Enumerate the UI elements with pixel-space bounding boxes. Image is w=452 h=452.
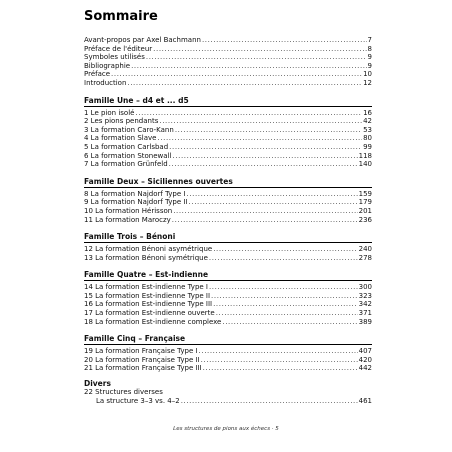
toc-entry[interactable]: [84, 309, 372, 318]
family-section: [84, 270, 372, 326]
toc-entry-page: 240: [358, 245, 372, 254]
toc-entry[interactable]: [84, 397, 372, 406]
toc-entry-page: 140: [358, 160, 372, 169]
toc-entry[interactable]: [84, 36, 372, 45]
toc-entry[interactable]: [84, 283, 372, 292]
section-heading: Famille Trois – Bénoni: [84, 232, 372, 243]
leader-dots: [201, 356, 358, 365]
leader-dots: [211, 292, 358, 301]
toc-entry-label: 14 La formation Est-indienne Type I: [84, 283, 208, 292]
toc-entry-label: 1 Le pion isolé: [84, 108, 135, 117]
leader-dots: [202, 36, 367, 45]
toc-entry-page: 8: [367, 44, 372, 53]
leader-dots: [159, 117, 362, 126]
leader-dots: [199, 347, 358, 356]
toc-subheading: 22 Structures diverses: [84, 388, 163, 397]
toc-entry-label: 10 La formation Hérisson: [84, 206, 173, 215]
toc-entry-page: 7: [367, 36, 372, 44]
leader-dots: [135, 109, 362, 118]
toc-entry-page: 16: [363, 108, 372, 117]
toc-entry-page: 80: [363, 134, 372, 143]
toc-entry-page: 323: [358, 291, 372, 300]
toc-entry-label: La structure 3–3 vs. 4–2: [96, 396, 180, 405]
toc-entry-page: 159: [358, 189, 372, 198]
section-heading: Famille Quatre – Est-indienne: [84, 270, 372, 281]
toc-entry-label: Symboles utilisés: [84, 53, 145, 62]
toc-entry[interactable]: [84, 254, 372, 263]
toc-entry[interactable]: [84, 62, 372, 71]
toc-entry[interactable]: [84, 198, 372, 207]
front-matter-section: [84, 36, 372, 88]
toc-entry-label: 17 La formation Est-indienne ouverte: [84, 309, 215, 318]
leader-dots: [153, 45, 366, 54]
leader-dots: [186, 190, 357, 199]
toc-entry-page: 407: [358, 347, 372, 356]
leader-dots: [213, 245, 357, 254]
toc-entry[interactable]: [84, 152, 372, 161]
toc-entry-page: 42: [363, 117, 372, 126]
toc-entry-label: 2 Les pions pendants: [84, 117, 159, 126]
toc-entry-page: 442: [358, 364, 372, 373]
section-heading: Famille Deux – Siciliennes ouvertes: [84, 177, 372, 188]
toc-entry-label: Avant-propos par Axel Bachmann: [84, 36, 201, 44]
leader-dots: [169, 160, 358, 169]
toc-entry-page: 53: [363, 125, 372, 134]
leader-dots: [209, 283, 358, 292]
leader-dots: [222, 318, 357, 327]
toc-entry[interactable]: [84, 53, 372, 62]
family-section: [84, 334, 372, 373]
leader-dots: [213, 300, 358, 309]
leader-dots: [203, 364, 358, 373]
toc-entry-label: 9 La formation Najdorf Type II: [84, 198, 188, 207]
toc-entry-label: 21 La formation Française Type III: [84, 364, 202, 373]
toc-entry[interactable]: [84, 160, 372, 169]
toc-entry-label: 12 La formation Bénoni asymétrique: [84, 245, 213, 254]
family-section: [84, 232, 372, 262]
leader-dots: [111, 70, 362, 79]
toc-entry[interactable]: [84, 109, 372, 118]
toc-entry[interactable]: [84, 143, 372, 152]
leader-dots: [173, 207, 357, 216]
page-title: Sommaire: [84, 9, 158, 24]
leader-dots: [209, 254, 358, 263]
toc-entry-page: 201: [358, 206, 372, 215]
page-footer: Les structures de pions aux échecs · 5: [173, 426, 279, 432]
toc-entry-label: Introduction: [84, 78, 127, 87]
toc-entry-page: 9: [367, 61, 372, 70]
leader-dots: [175, 126, 362, 135]
toc-entry-label: 4 La formation Slave: [84, 134, 157, 143]
toc-entry[interactable]: [84, 117, 372, 126]
toc-entry-label: 18 La formation Est-indienne complexe: [84, 317, 222, 326]
toc-entry-label: 3 La formation Caro-Kann: [84, 125, 174, 134]
toc-entry[interactable]: [84, 70, 372, 79]
section-heading: Famille Une – d4 et ... d5: [84, 96, 372, 107]
leader-dots: [169, 143, 362, 152]
leader-dots: [181, 397, 358, 406]
toc-entry[interactable]: [84, 45, 372, 54]
toc-entry-page: 420: [358, 355, 372, 364]
toc-entry[interactable]: [84, 126, 372, 135]
toc-entry[interactable]: [84, 190, 372, 199]
leader-dots: [146, 53, 367, 62]
toc-entry-label: Préface de l'éditeur: [84, 44, 153, 53]
toc-entry-label: Préface: [84, 70, 111, 79]
toc-entry-label: Bibliographie: [84, 61, 131, 70]
toc-entry[interactable]: [84, 300, 372, 309]
toc-entry-label: 20 La formation Française Type II: [84, 355, 200, 364]
leader-dots: [127, 79, 362, 88]
toc-entry-page: 179: [358, 198, 372, 207]
toc-entry[interactable]: [84, 292, 372, 301]
leader-dots: [157, 134, 362, 143]
section-heading: Divers: [84, 379, 111, 389]
leader-dots: [131, 62, 366, 71]
toc-entry-page: 461: [358, 396, 372, 405]
leader-dots: [172, 216, 358, 225]
toc-entry-label: 16 La formation Est-indienne Type III: [84, 300, 213, 309]
toc-entry-page: 10: [363, 70, 372, 79]
toc-entry-page: 12: [363, 78, 372, 87]
toc-entry-label: 6 La formation Stonewall: [84, 151, 172, 160]
leader-dots: [189, 198, 358, 207]
toc-entry[interactable]: [84, 356, 372, 365]
toc-entry-page: 342: [358, 300, 372, 309]
toc-entry-label: 11 La formation Maroczy: [84, 215, 171, 224]
toc-entry[interactable]: [84, 347, 372, 356]
toc-entry-page: 9: [367, 53, 372, 62]
toc-entry[interactable]: [84, 318, 372, 327]
toc-entry-label: 8 La formation Najdorf Type I: [84, 189, 186, 198]
toc-entry-page: 236: [358, 215, 372, 224]
toc-entry[interactable]: [84, 134, 372, 143]
toc-entry-label: 19 La formation Française Type I: [84, 347, 198, 356]
section-heading: Famille Cinq – Française: [84, 334, 372, 345]
toc-entry[interactable]: [84, 207, 372, 216]
toc-entry-label: 13 La formation Bénoni symétrique: [84, 253, 208, 262]
toc-entry-label: 5 La formation Carlsbad: [84, 142, 169, 151]
toc-entry[interactable]: [84, 216, 372, 225]
leader-dots: [172, 152, 357, 161]
family-section: [84, 177, 372, 224]
toc-entry[interactable]: [84, 79, 372, 88]
toc-entry-page: 118: [358, 151, 372, 160]
toc-entry-page: 99: [363, 142, 372, 151]
toc-entry-page: 389: [358, 317, 372, 326]
toc-entry-label: 7 La formation Grünfeld: [84, 160, 168, 169]
toc-entry[interactable]: [84, 364, 372, 373]
toc-entry[interactable]: [84, 245, 372, 254]
family-section: [84, 96, 372, 169]
toc-entry-page: 278: [358, 253, 372, 262]
toc-entry-label: 15 La formation Est-indienne Type II: [84, 291, 211, 300]
toc-entry-page: 300: [358, 283, 372, 292]
toc-entry-page: 371: [358, 309, 372, 318]
divers-section: [84, 379, 372, 405]
table-of-contents: [84, 36, 372, 405]
leader-dots: [216, 309, 358, 318]
